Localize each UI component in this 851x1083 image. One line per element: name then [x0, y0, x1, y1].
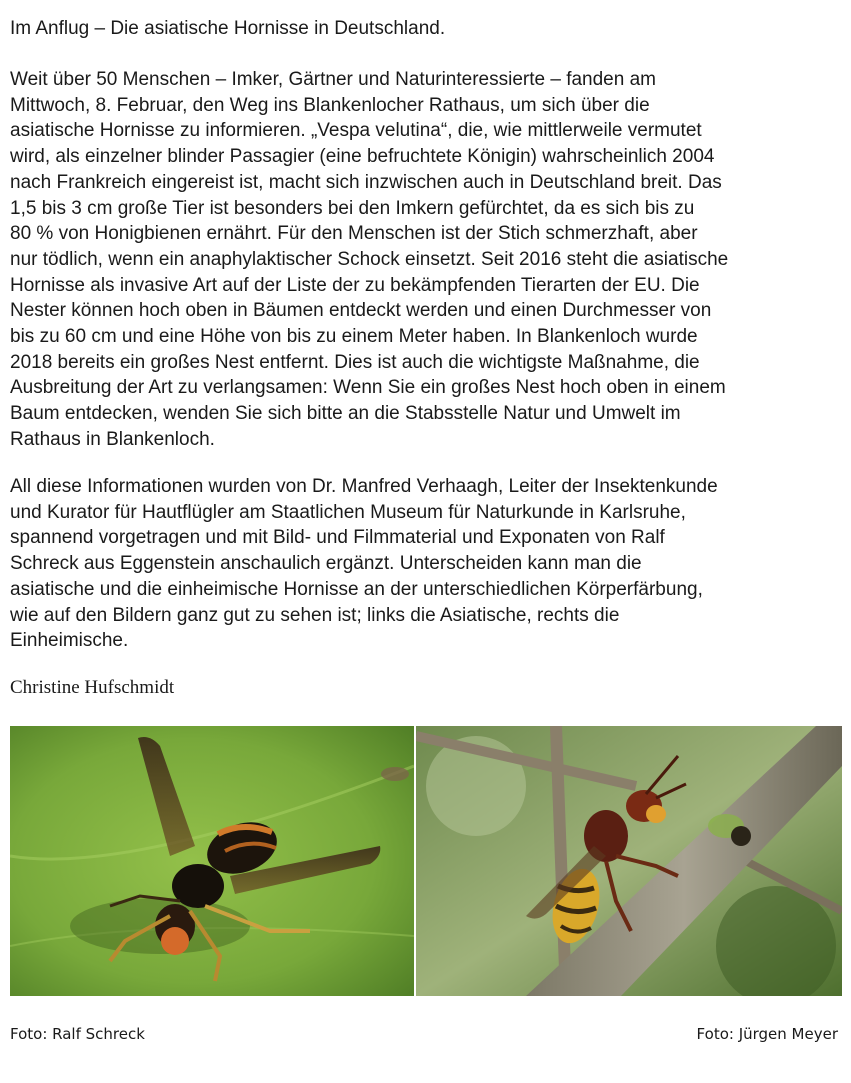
paragraph-line: asiatische und die einheimische Hornisse an der unterschiedlichen Körperfärbung, — [10, 578, 703, 600]
article-paragraph-2 — [10, 474, 844, 654]
paragraph-line: nur tödlich, wenn ein anaphylaktischer Schock einsetzt. Seit 2016 steht die asiatische — [10, 248, 729, 270]
asian-hornet-photo — [10, 726, 414, 996]
paragraph-line: Einheimische. — [10, 630, 129, 652]
paragraph-line: 80 % von Honigbienen ernährt. Für den Menschen ist der Stich schmerzhaft, aber — [10, 223, 698, 245]
european-hornet-illustration — [416, 726, 842, 996]
paragraph-line: Schreck aus Eggenstein anschaulich ergänzt. Unterscheiden kann man die — [10, 553, 642, 575]
photo-credit-left: Foto: Ralf Schreck — [10, 1025, 145, 1043]
paragraph-line: All diese Informationen wurden von Dr. Manfred Verhaagh, Leiter der Insektenkunde — [10, 476, 718, 497]
paragraph-line: nach Frankreich eingereist ist, macht sich inzwischen auch in Deutschland breit. Das — [10, 171, 722, 193]
paragraph-line: Ausbreitung der Art zu verlangsamen: Wenn Sie ein großes Nest hoch oben in einem — [10, 377, 726, 399]
photo-credit-right: Foto: Jürgen Meyer — [696, 1025, 838, 1043]
paragraph-line: asiatische Hornisse zu informieren. „Vespa velutina“, die, wie mittlerweile vermutet — [10, 120, 702, 142]
paragraph-line: Rathaus in Blankenloch. — [10, 428, 215, 450]
article-title: Im Anflug – Die asiatische Hornisse in Deutschland. — [10, 18, 446, 39]
article-paragraph-1 — [10, 67, 844, 453]
paragraph-line: Weit über 50 Menschen – Imker, Gärtner und Naturinteressierte – fanden am — [10, 69, 656, 90]
paragraph-line: wird, als einzelner blinder Passagier (eine befruchtete Königin) wahrscheinlich 2004 — [10, 146, 715, 168]
paragraph-line: Nester können hoch oben in Bäumen entdeckt werden und einen Durchmesser von — [10, 300, 712, 322]
paragraph-line: Mittwoch, 8. Februar, den Weg ins Blankenlocher Rathaus, um sich über die — [10, 94, 650, 116]
paragraph-line: 1,5 bis 3 cm große Tier ist besonders bei den Imkern gefürchtet, da es sich bis zu — [10, 197, 695, 219]
paragraph-line: spannend vorgetragen und mit Bild- und Filmmaterial und Exponaten von Ralf — [10, 527, 665, 549]
author-name: Christine Hufschmidt — [10, 677, 175, 698]
paragraph-line: und Kurator für Hautflügler am Staatlichen Museum für Naturkunde in Karlsruhe, — [10, 501, 686, 523]
european-hornet-photo — [416, 726, 842, 996]
paragraph-line: 2018 bereits ein großes Nest entfernt. Dies ist auch die wichtigste Maßnahme, die — [10, 351, 700, 373]
paragraph-line: bis zu 60 cm und eine Höhe von bis zu einem Meter haben. In Blankenloch wurde — [10, 326, 698, 348]
paragraph-line: Baum entdecken, wenden Sie sich bitte an die Stabsstelle Natur und Umwelt im — [10, 403, 681, 425]
paragraph-line: Hornisse als invasive Art auf der Liste der zu bekämpfenden Tierarten der EU. Die — [10, 274, 700, 296]
asian-hornet-illustration — [10, 726, 414, 996]
paragraph-line: wie auf den Bildern ganz gut zu sehen ist; links die Asiatische, rechts die — [10, 604, 620, 626]
